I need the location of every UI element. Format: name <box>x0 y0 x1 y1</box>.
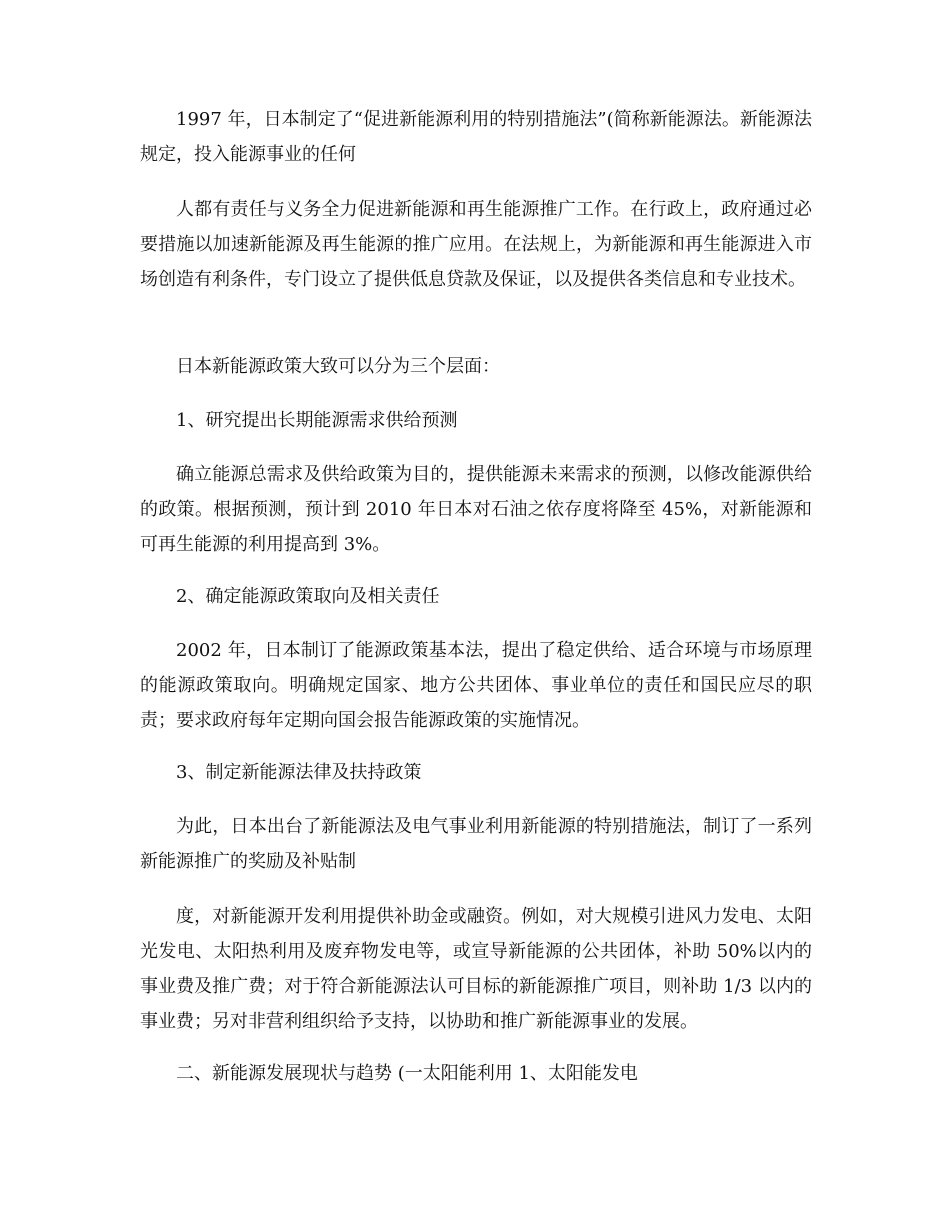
paragraph-demand-forecast: 确立能源总需求及供给政策为目的，提供能源未来需求的预测，以修改能源供给的政策。根据预测，预计到 2010 年日本对石油之依存度将降至 45%，对新能源和可再生能源的利用提高到 3%。 <box>140 464 812 555</box>
paragraph-policy-orientation: 2002 年，日本制订了能源政策基本法，提出了稳定供给、适合环境与市场原理的能源政策取向。明确规定国家、地方公共团体、事业单位的责任和国民应尽的职责；要求政府每年定期向国会报告能源政策的实施情况。 <box>140 640 812 731</box>
paragraph-policy-levels: 日本新能源政策大致可以分为三个层面： <box>176 356 500 377</box>
heading-policy-orientation: 2、确定能源政策取向及相关责任 <box>176 586 440 607</box>
paragraph-responsibility: 人都有责任与义务全力促进新能源和再生能源推广工作。在行政上，政府通过必要措施以加速新能源及再生能源的推广应用。在法规上，为新能源和再生能源进入市场创造有利条件，专门设立了提供低息贷款及保证，以及提供各类信息和专业技术。 <box>140 199 812 290</box>
paragraph-laws-support: 为此，日本出台了新能源法及电气事业利用新能源的特别措施法，制订了一系列新能源推广的奖励及补贴制 <box>140 816 812 872</box>
paragraph-new-energy-law: 1997 年，日本制定了“促进新能源利用的特别措施法”(简称新能源法。新能源法规定，投入能源事业的任何 <box>140 109 812 165</box>
heading-solar-energy: 二、新能源发展现状与趋势 (一太阳能利用 1、太阳能发电 <box>176 1063 638 1084</box>
heading-demand-forecast: 1、研究提出长期能源需求供给预测 <box>176 410 458 431</box>
paragraph-subsidies: 度，对新能源开发利用提供补助金或融资。例如，对大规模引进风力发电、太阳光发电、太阳热利用及废弃物发电等，或宣导新能源的公共团体，补助 50%以内的事业费及推广费；对于符合新能源法认可目标的新能源推广项目，则补助 1/3 以内的事业费；另对非营利组织给予支持，以协助和推广新能源事业的发展。 <box>140 906 812 1032</box>
heading-laws-support: 3、制定新能源法律及扶持政策 <box>176 762 422 783</box>
